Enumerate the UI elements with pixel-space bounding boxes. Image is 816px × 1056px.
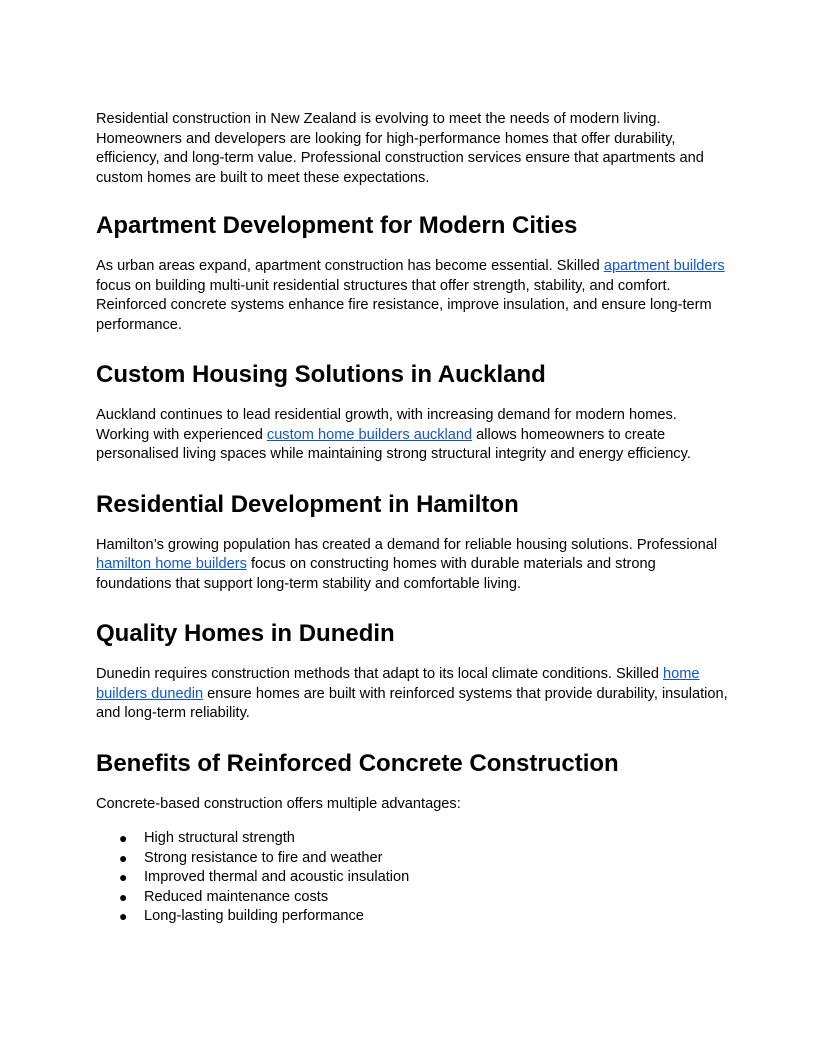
list-item — [96, 888, 728, 908]
apartment-builders-link[interactable]: apartment builders — [603, 258, 725, 274]
hamilton-text-before: Hamilton’s growing population has created a demand for reliable housing solutions. Professional — [96, 536, 718, 553]
apartment-text-before: As urban areas expand, apartment construction has become essential. Skilled — [96, 258, 604, 274]
bullet-icon: ● — [119, 849, 128, 866]
list-item — [96, 907, 728, 927]
intro-paragraph: Residential construction in New Zealand is evolving to meet the needs of modern living. Homeowners and developers are looking for high-performance homes that offer durability, efficiency, and long-term value. Professional construction services ensure that apartments and custom homes are built to meet these expectations. — [96, 111, 704, 186]
custom-paragraph — [96, 406, 728, 465]
dunedin-heading: Quality Homes in Dunedin — [96, 620, 395, 647]
list-item-text: Improved thermal and acoustic insulation — [144, 869, 410, 885]
list-item — [96, 829, 728, 849]
bullet-icon: ● — [119, 908, 128, 924]
benefits-list — [96, 829, 728, 927]
bullet-icon: ● — [119, 830, 128, 846]
custom-heading: Custom Housing Solutions in Auckland — [96, 361, 546, 388]
list-item-text: Reduced maintenance costs — [144, 888, 329, 905]
document-page — [96, 110, 728, 927]
custom-text-after: allows homeowners to create personalised living spaces while maintaining strong structural integrity and energy efficiency. — [96, 426, 691, 462]
apartment-text-after: focus on building multi-unit residential structures that offer strength, stability, and comfort. Reinforced concrete systems enhance fire resistance, improve insulation, and ensure long-term performance. — [96, 277, 712, 333]
list-item — [96, 849, 728, 869]
apartment-heading: Apartment Development for Modern Cities — [96, 212, 578, 239]
list-item — [96, 868, 728, 888]
hamilton-heading: Residential Development in Hamilton — [96, 490, 519, 518]
list-item-text: High structural strength — [144, 830, 295, 846]
custom-text-before: Auckland continues to lead residential growth, with increasing demand for modern homes. Working with experienced — [96, 407, 677, 443]
dunedin-text-before: Dunedin requires construction methods that adapt to its local climate conditions. Skilled — [96, 666, 664, 682]
bullet-icon: ● — [119, 888, 128, 905]
benefits-heading: Benefits of Reinforced Concrete Construction — [96, 749, 619, 777]
list-item-text: Strong resistance to fire and weather — [144, 849, 383, 866]
home-builders-dunedin-link[interactable]: home builders dunedin — [96, 666, 700, 702]
hamilton-text-after: focus on constructing homes with durable materials and strong foundations that support long-term stability and comfortable living. — [96, 556, 656, 592]
apartment-paragraph — [96, 257, 728, 335]
benefits-intro: Concrete-based construction offers multiple advantages: — [96, 795, 461, 812]
hamilton-home-builders-link[interactable]: hamilton home builders — [96, 556, 247, 572]
dunedin-text-after: ensure homes are built with reinforced systems that provide durability, insulation, and long-term reliability. — [96, 685, 728, 721]
hamilton-paragraph — [96, 536, 728, 595]
custom-home-builders-auckland-link[interactable]: custom home builders auckland — [266, 426, 473, 443]
bullet-icon: ● — [119, 869, 128, 885]
list-item-text: Long-lasting building performance — [144, 908, 364, 924]
dunedin-paragraph — [96, 665, 728, 724]
